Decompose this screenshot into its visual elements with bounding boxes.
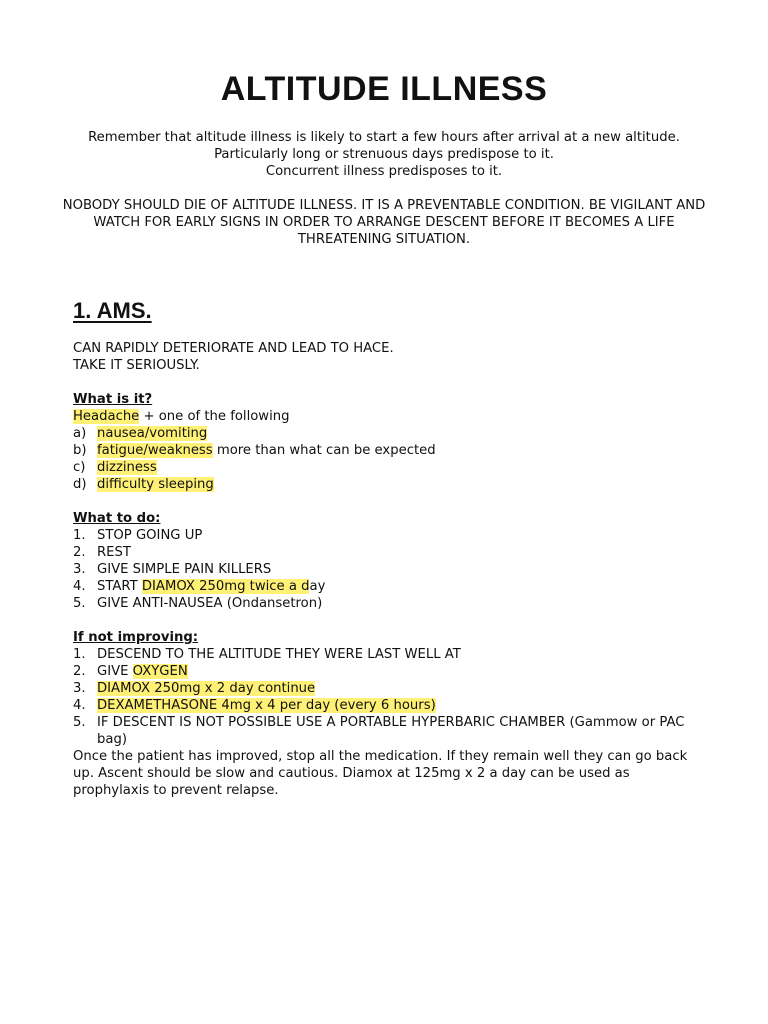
list-item — [73, 595, 713, 612]
highlight-text: difficulty sleeping — [97, 477, 214, 492]
list-item — [73, 544, 713, 561]
item-text: IF DESCENT IS NOT POSSIBLE USE A PORTABLE HYPERBARIC CHAMBER (Gammow or PAC bag) — [97, 715, 685, 747]
list-marker: 2. — [73, 545, 86, 560]
lead-line-1: CAN RAPIDLY DETERIORATE AND LEAD TO HACE. — [73, 341, 394, 356]
list-marker: 4. — [73, 579, 86, 594]
closing-paragraph: Once the patient has improved, stop all the medication. If they remain well they can go back up. Ascent should be slow and cautious. Diamox at 125mg x 2 a day can be used as prophylaxis to prevent relapse. — [73, 749, 688, 798]
item-post: ay — [309, 579, 326, 594]
item-pre: GIVE — [97, 664, 133, 679]
subheading-what-is-it: What is it? — [73, 392, 153, 407]
highlight-headache: Headache — [73, 409, 140, 424]
page-title: ALTITUDE ILLNESS — [220, 70, 548, 108]
list-marker: 4. — [73, 698, 86, 713]
if-not-improving-block — [73, 629, 713, 748]
intro-line-3: Concurrent illness predisposes to it. — [265, 164, 503, 179]
section-heading-ams: 1. AMS. — [73, 298, 152, 323]
item-text: REST — [97, 545, 131, 560]
highlight-text: dizziness — [97, 460, 157, 475]
list-item — [73, 459, 713, 476]
item-text: STOP GOING UP — [97, 528, 203, 543]
intro-line-1: Remember that altitude illness is likely to start a few hours after arrival at a new altitude. — [88, 130, 680, 145]
intro-warning: NOBODY SHOULD DIE OF ALTITUDE ILLNESS. IT IS A PREVENTABLE CONDITION. BE VIGILANT AND WATCH FOR EARLY SIGNS IN ORDER TO ARRANGE DESCENT BEFORE IT BECOMES A LIFE THREATENING SITUATION. — [62, 198, 706, 247]
item-text: GIVE ANTI-NAUSEA (Ondansetron) — [97, 596, 323, 611]
list-marker: c) — [73, 460, 86, 475]
intro-line-2: Particularly long or strenuous days predispose to it. — [214, 147, 554, 162]
section-body-ams — [73, 340, 713, 799]
list-marker: 3. — [73, 562, 86, 577]
list-item — [73, 442, 713, 459]
list-marker: 2. — [73, 664, 86, 679]
list-marker: b) — [73, 443, 87, 458]
list-item — [73, 578, 713, 595]
list-marker: 1. — [73, 647, 86, 662]
highlight-text: nausea/vomiting — [97, 426, 208, 441]
highlight-text: DEXAMETHASONE 4mg x 4 per day (every 6 hours) — [97, 698, 436, 713]
list-marker: d) — [73, 477, 87, 492]
list-item — [73, 527, 713, 544]
item-text: GIVE SIMPLE PAIN KILLERS — [97, 562, 272, 577]
lead-line-2: TAKE IT SERIOUSLY. — [73, 358, 200, 373]
list-item — [73, 646, 713, 663]
list-marker: 3. — [73, 681, 86, 696]
list-item — [73, 680, 713, 697]
highlight-text: OXYGEN — [132, 664, 188, 679]
subheading-what-to-do: What to do: — [73, 511, 161, 526]
item-pre: START — [97, 579, 142, 594]
headache-rest: + one of the following — [139, 409, 290, 424]
list-marker: a) — [73, 426, 87, 441]
list-item — [73, 663, 713, 680]
what-to-do-block — [73, 510, 713, 612]
list-item — [73, 425, 713, 442]
what-is-it-block — [73, 391, 713, 493]
list-item — [73, 476, 713, 493]
list-marker: 5. — [73, 715, 86, 730]
list-item — [73, 561, 713, 578]
highlight-text: DIAMOX 250mg twice a d — [141, 579, 310, 594]
list-item — [73, 697, 713, 714]
intro-text — [60, 129, 708, 248]
headache-line — [73, 408, 713, 425]
item-text: DESCEND TO THE ALTITUDE THEY WERE LAST WELL AT — [97, 647, 461, 662]
highlight-text: DIAMOX 250mg x 2 day continue — [97, 681, 316, 696]
subheading-if-not-improving: If not improving: — [73, 630, 199, 645]
highlight-text: fatigue/weakness — [97, 443, 213, 458]
item-rest: more than what can be expected — [212, 443, 436, 458]
list-marker: 5. — [73, 596, 86, 611]
list-marker: 1. — [73, 528, 86, 543]
list-item — [73, 714, 713, 748]
